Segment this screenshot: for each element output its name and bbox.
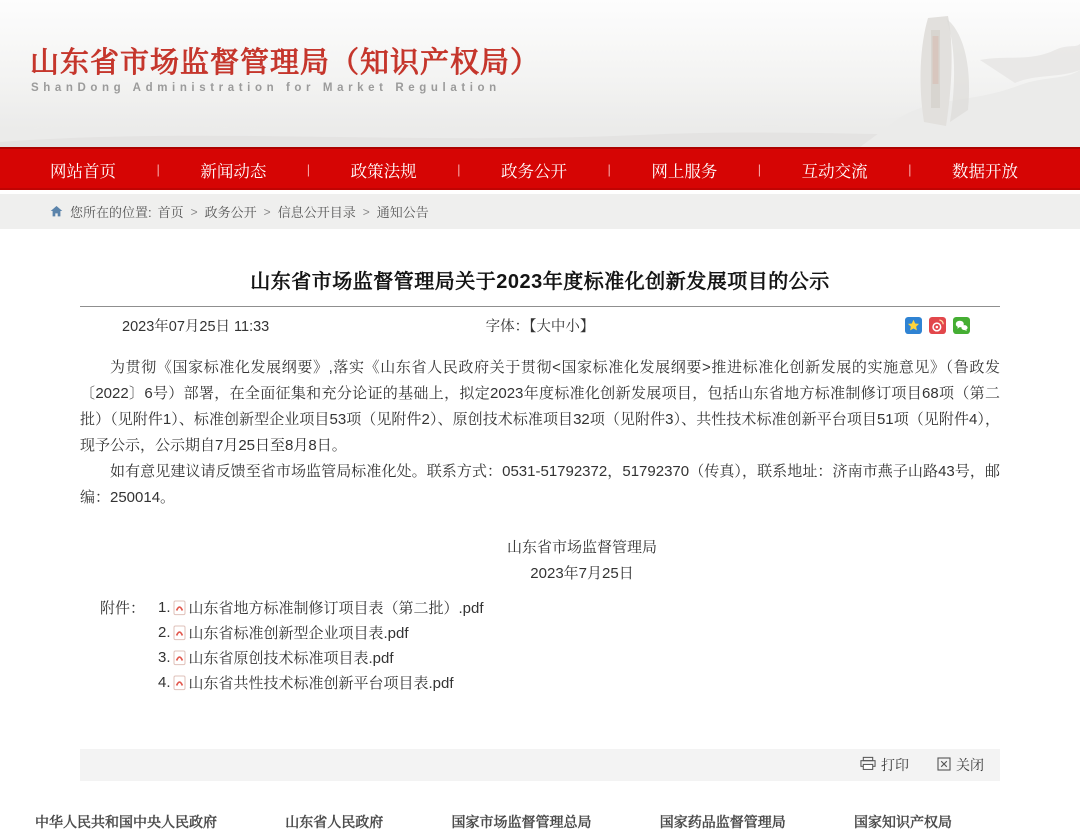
breadcrumb-prefix: 您所在的位置: — [70, 205, 152, 220]
breadcrumb-item-home[interactable]: 首页 — [157, 205, 184, 220]
attachment-name: 山东省标准创新型企业项目表.pdf — [188, 625, 409, 642]
attachment-link-3[interactable] — [158, 647, 394, 668]
nav-item-open-data[interactable]: 数据开放 — [951, 162, 1018, 181]
attachment-name: 山东省共性技术标准创新平台项目表.pdf — [188, 675, 454, 692]
weibo-share-icon[interactable] — [929, 317, 946, 334]
article-title: 山东省市场监督管理局关于2023年度标准化创新发展项目的公示 — [250, 271, 830, 293]
attachment-link-4[interactable] — [158, 672, 454, 693]
close-icon — [937, 757, 951, 774]
paragraph: 如有意见建议请反馈至省市场监管局标准化处。联系方式：0531-51792372，51792370（传真），联系地址：济南市燕子山路43号，邮编：250014。 — [80, 463, 1000, 506]
nav-item-policy[interactable]: 政策法规 — [350, 162, 417, 181]
attachment-row — [80, 595, 1000, 620]
breadcrumb-item-notices[interactable]: 通知公告 — [376, 205, 429, 220]
footer-link-shandong-gov[interactable]: 山东省人民政府 — [285, 814, 384, 830]
attachment-number: 3. — [158, 649, 171, 666]
nav-separator: | — [306, 162, 311, 177]
publish-time: 2023年07月25日 11:33 — [122, 319, 270, 335]
pdf-icon — [173, 600, 187, 616]
pdf-icon — [173, 650, 187, 666]
home-icon — [50, 205, 63, 218]
attachment-number: 2. — [158, 624, 171, 641]
main-nav — [0, 147, 1080, 190]
footer-link-central-gov[interactable]: 中华人民共和国中央人民政府 — [35, 814, 217, 830]
print-label: 打印 — [881, 757, 909, 773]
breadcrumb — [0, 194, 1080, 229]
nav-separator: | — [607, 162, 611, 177]
footer-link-samr[interactable]: 国家市场监督管理总局 — [451, 814, 592, 830]
font-size-control[interactable]: 字体：【大中小】 — [485, 319, 595, 335]
site-subtitle: ShanDong Administration for Market Regulation — [31, 82, 501, 94]
close-button[interactable] — [937, 755, 984, 775]
attachment-name: 山东省地方标准制修订项目表（第二批）.pdf — [188, 600, 484, 617]
qzone-share-icon[interactable] — [905, 317, 922, 334]
attachment-link-1[interactable] — [158, 597, 484, 618]
attachment-number: 1. — [158, 599, 171, 616]
issuer-signature: 山东省市场监督管理局 — [506, 539, 657, 556]
attachment-row — [80, 645, 1000, 670]
close-label: 关闭 — [956, 757, 984, 773]
pdf-icon — [173, 625, 187, 641]
nav-separator: | — [908, 162, 912, 177]
print-icon — [860, 756, 876, 774]
nav-item-interaction[interactable]: 互动交流 — [801, 162, 868, 181]
footer-link-nmpa[interactable]: 国家药品监督管理局 — [659, 814, 786, 830]
taishan-stone-watermark — [830, 0, 1080, 147]
attachment-number: 4. — [158, 674, 171, 691]
article — [80, 229, 1000, 781]
footer-link-cnipa[interactable]: 国家知识产权局 — [854, 814, 952, 830]
attachment-name: 山东省原创技术标准项目表.pdf — [188, 650, 394, 667]
attachment-row — [80, 670, 1000, 695]
breadcrumb-item-gov-affairs[interactable]: 政务公开 — [204, 205, 257, 220]
footer-links — [0, 781, 1080, 832]
breadcrumb-separator: > — [190, 204, 198, 219]
nav-separator: | — [457, 162, 461, 177]
print-button[interactable] — [860, 755, 909, 775]
pdf-icon — [173, 675, 187, 691]
site-banner — [0, 0, 1080, 147]
breadcrumb-item-info-catalog[interactable]: 信息公开目录 — [277, 205, 356, 220]
nav-item-news[interactable]: 新闻动态 — [200, 162, 267, 181]
attachment-row — [80, 620, 1000, 645]
action-bar — [80, 749, 1000, 781]
paragraph: 为贯彻《国家标准化发展纲要》,落实《山东省人民政府关于贯彻<国家标准化发展纲要>推进标准化创新发展的实施意见》（鲁政发〔2022〕6号）部署，在全面征集和充分论证的基础上，拟定2023年度标准化创新发展项目，包括山东省地方标准制修订项目68项（第二批）（见附件1）、标准创新型企业项目53项（见附件2）、原创技术标准项目32项（见附件3）、共性技术标准创新平台项目51项（见附件4），现予公示，公示期自7月25日至8月8日。 — [80, 359, 1000, 454]
breadcrumb-separator: > — [263, 204, 271, 219]
share-buttons — [905, 317, 970, 334]
nav-separator: | — [156, 162, 160, 177]
attachment-link-2[interactable] — [158, 622, 409, 643]
nav-item-gov-affairs[interactable]: 政务公开 — [500, 162, 567, 181]
issue-date: 2023年7月25日 — [530, 565, 634, 582]
wechat-share-icon[interactable] — [953, 317, 970, 334]
nav-separator: | — [757, 162, 762, 177]
nav-item-online-service[interactable]: 网上服务 — [651, 162, 718, 181]
breadcrumb-separator: > — [362, 204, 370, 219]
attachments — [80, 595, 1000, 695]
article-body — [80, 355, 1000, 511]
article-meta — [80, 307, 1000, 344]
attachments-label: 附件： — [100, 600, 146, 617]
nav-item-home[interactable]: 网站首页 — [50, 162, 116, 181]
site-title: 山东省市场监督管理局（知识产权局） — [30, 47, 541, 79]
